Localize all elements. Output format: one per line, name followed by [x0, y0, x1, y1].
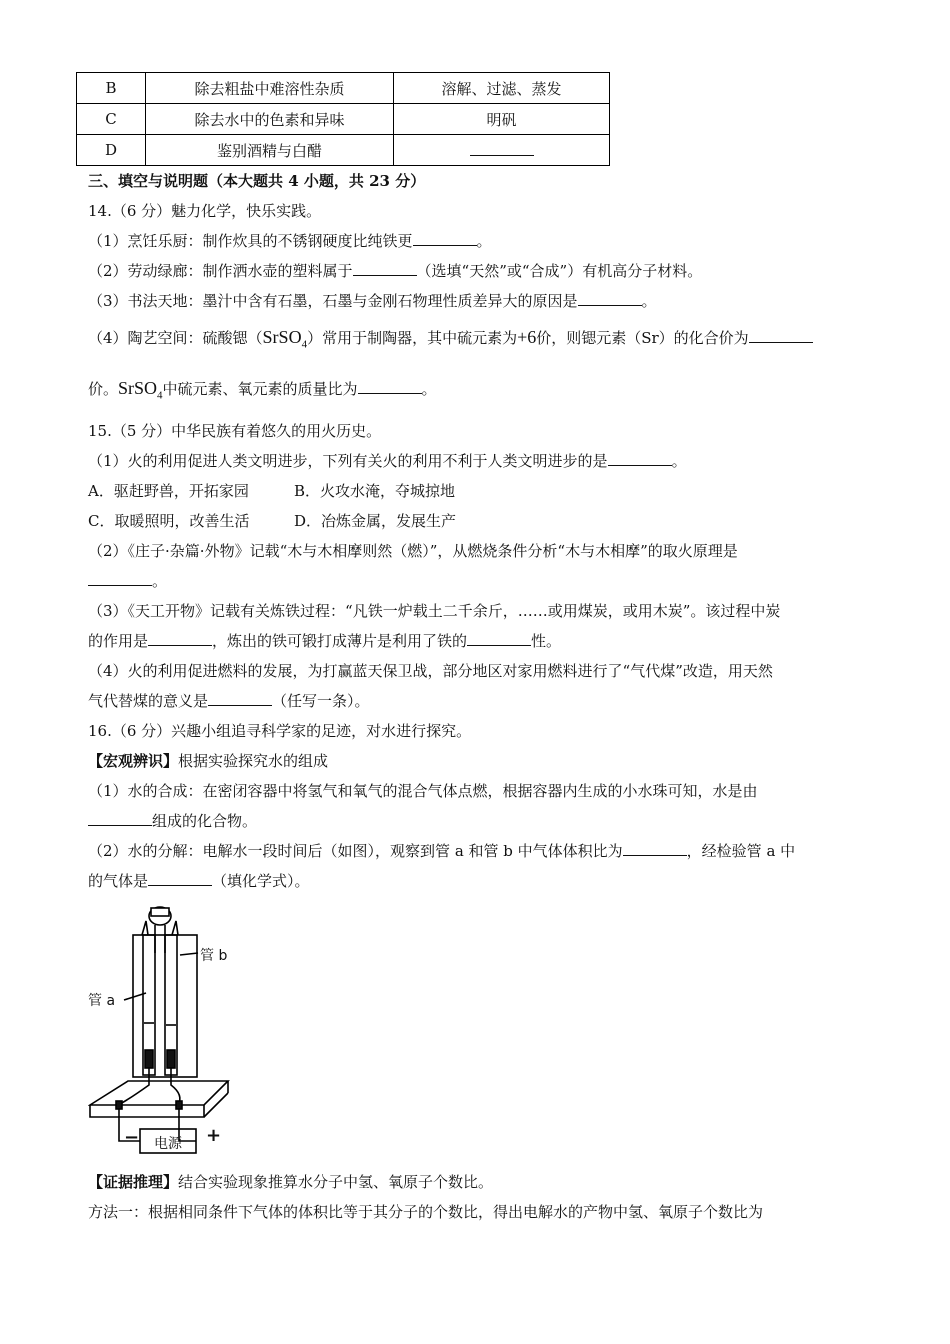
plus-sign: + — [206, 1125, 222, 1146]
q15-part2: （2）《庄子·杂篇·外物》记载“木与木相摩则然（燃）”，从燃烧条件分析“木与木相摩”的取火原理是 — [88, 542, 738, 560]
option-c: C．取暖照明，改善生活 — [88, 512, 250, 530]
q14-part4-cont: 价。SrSO$_4$中硫元素、氧元素的质量比为 。 — [88, 378, 437, 402]
q15-part4-cont — [88, 691, 370, 711]
row-method — [394, 135, 610, 166]
srso4-formula — [262, 327, 308, 351]
answer-blank — [467, 631, 531, 646]
q14-part1: （1）烹饪乐厨：制作炊具的不锈钢硬度比纯铁更 。 — [88, 232, 492, 250]
answer-blank — [358, 379, 422, 394]
option-b: B．火攻水淹，夺城掠地 — [294, 482, 456, 500]
table-row — [77, 104, 610, 135]
answer-blank — [470, 141, 534, 156]
q15-p1-text: （1）火的利用促进人类文明进步，下列有关火的利用不利于人类文明进步的是 — [88, 452, 608, 470]
macro-tag: 【宏观辨识】 — [88, 752, 179, 770]
answer-blank — [148, 631, 212, 646]
formula-main: SrSO — [262, 327, 302, 347]
tube-b-label: 管 b — [200, 948, 228, 964]
electrolysis-figure — [88, 895, 248, 1160]
row-purpose: 鉴别酒精与白醋 — [146, 135, 394, 166]
q15-part3: （3）《天工开物》记载有关炼铁过程：“凡铁一炉载土二千余斤，……或用煤炭，或用木炭”。该过程中炭 — [88, 602, 781, 620]
q16-part2-cont — [88, 871, 310, 891]
q14-p2-text: （2）劳动绿廊：制作洒水壶的塑料属于 — [88, 262, 353, 280]
q14-p4-text-d: 价。 — [88, 380, 119, 398]
q14-p4-text-e: 中硫元素、氧元素的质量比为 — [162, 380, 358, 398]
q16-stem: 16.（6 分）兴趣小组追寻科学家的足迹，对水进行探究。 — [88, 722, 472, 740]
formula-sub: 4 — [157, 389, 163, 402]
answer-blank — [353, 261, 417, 276]
formula-main: SrSO — [118, 378, 158, 398]
q16-part1-cont — [88, 811, 257, 831]
evidence-tag: 【证据推理】 — [88, 1173, 179, 1191]
answer-blank — [413, 231, 477, 246]
q14-p4-text: （4）陶艺空间：硫酸锶（ — [88, 329, 263, 347]
evidence-text: 结合实验现象推算水分子中氢、氧原子个数比。 — [178, 1173, 494, 1191]
q16-evidence — [88, 1172, 493, 1192]
answer-blank — [88, 571, 152, 586]
answer-blank — [608, 451, 672, 466]
q16-p2-text: （2）水的分解：电解水一段时间后（如图），观察到管 a 和管 b 中气体体积比为 — [88, 842, 623, 860]
section-title: 三、填空与说明题（本大题共 4 小题，共 23 分） — [88, 172, 426, 190]
q14-part3: （3）书法天地：墨汁中含有石墨，石墨与金刚石物理性质差异大的原因是 。 — [88, 292, 657, 310]
q16-method1: 方法一：根据相同条件下气体的体积比等于其分子的个数比，得出电解水的产物中氢、氧原子个数比为 — [88, 1203, 764, 1221]
macro-text: 根据实验探究水的组成 — [178, 752, 329, 770]
q15-part4: （4）火的利用促进燃料的发展，为打赢蓝天保卫战，部分地区对家用燃料进行了“气代煤”改造，用天然 — [88, 662, 773, 680]
answer-blank — [578, 291, 642, 306]
answer-blank — [88, 811, 152, 826]
table-row — [77, 73, 610, 104]
row-purpose: 除去水中的色素和异味 — [146, 104, 394, 135]
q14-p4-text-b: ）常用于制陶器，其中硫元素为 — [307, 329, 518, 347]
options-table — [76, 72, 610, 166]
q15-p3-text-c: ，炼出的铁可锻打成薄片是利用了铁的 — [212, 632, 468, 650]
q15-options-row2 — [88, 511, 456, 531]
row-key: B — [77, 73, 146, 104]
q16-p2-text-b: ，经检验管 a 中 — [686, 842, 796, 860]
q14-p2-text-b: （选填“天然”或“合成”）有机高分子材料。 — [416, 262, 703, 280]
q15-part3-cont — [88, 631, 561, 651]
answer-blank — [749, 328, 813, 343]
q16-p2-text-c: 的气体是 — [88, 872, 149, 890]
q14-p1-text: （1）烹饪乐厨：制作炊具的不锈钢硬度比纯铁更 — [88, 232, 413, 250]
answer-blank — [148, 871, 212, 886]
option-d: D．冶炼金属，发展生产 — [294, 512, 457, 530]
q14-stem: 14.（6 分）魅力化学，快乐实践。 — [88, 202, 322, 220]
q14-p4-text-c: 价，则锶元素（Sr）的化合价为 — [536, 329, 749, 347]
minus-sign: − — [124, 1127, 140, 1148]
option-a: A．驱赶野兽，开拓家园 — [88, 482, 249, 500]
q16-p2-text-d: （填化学式）。 — [212, 872, 310, 890]
q16-part2 — [88, 841, 795, 861]
q16-part1: （1）水的合成：在密闭容器中将氢气和氧气的混合气体点燃，根据容器内生成的小水珠可知，水是由 — [88, 782, 758, 800]
power-label: 电源 — [154, 1136, 182, 1152]
row-key: C — [77, 104, 146, 135]
row-key: D — [77, 135, 146, 166]
srso4-formula — [118, 378, 163, 402]
q16-macro — [88, 751, 328, 771]
answer-blank — [623, 841, 687, 856]
valence-value: +6 — [517, 327, 537, 347]
q15-p3-text-b: 的作用是 — [88, 632, 149, 650]
row-method: 明矾 — [394, 104, 610, 135]
q15-p4-text-c: （任写一条）。 — [272, 692, 370, 710]
q15-part2-cont: 。 — [88, 571, 167, 591]
formula-sub: 4 — [301, 338, 308, 351]
q15-part1: （1）火的利用促进人类文明进步，下列有关火的利用不利于人类文明进步的是 。 — [88, 452, 687, 470]
q14-part2 — [88, 261, 702, 281]
tube-a-label: 管 a — [88, 993, 116, 1009]
table-row — [77, 135, 610, 166]
row-method: 溶解、过滤、蒸发 — [394, 73, 610, 104]
q14-p3-text: （3）书法天地：墨汁中含有石墨，石墨与金刚石物理性质差异大的原因是 — [88, 292, 578, 310]
q15-p3-text-d: 性。 — [531, 632, 562, 650]
q15-p4-text-b: 气代替煤的意义是 — [88, 692, 209, 710]
answer-blank — [208, 691, 272, 706]
q16-p1-text-b: 组成的化合物。 — [152, 812, 258, 830]
q15-stem: 15.（5 分）中华民族有着悠久的用火历史。 — [88, 422, 382, 440]
electrolysis-apparatus — [88, 895, 248, 1160]
row-purpose: 除去粗盐中难溶性杂质 — [146, 73, 394, 104]
q15-options-row1 — [88, 481, 455, 501]
q14-part4 — [88, 327, 813, 355]
